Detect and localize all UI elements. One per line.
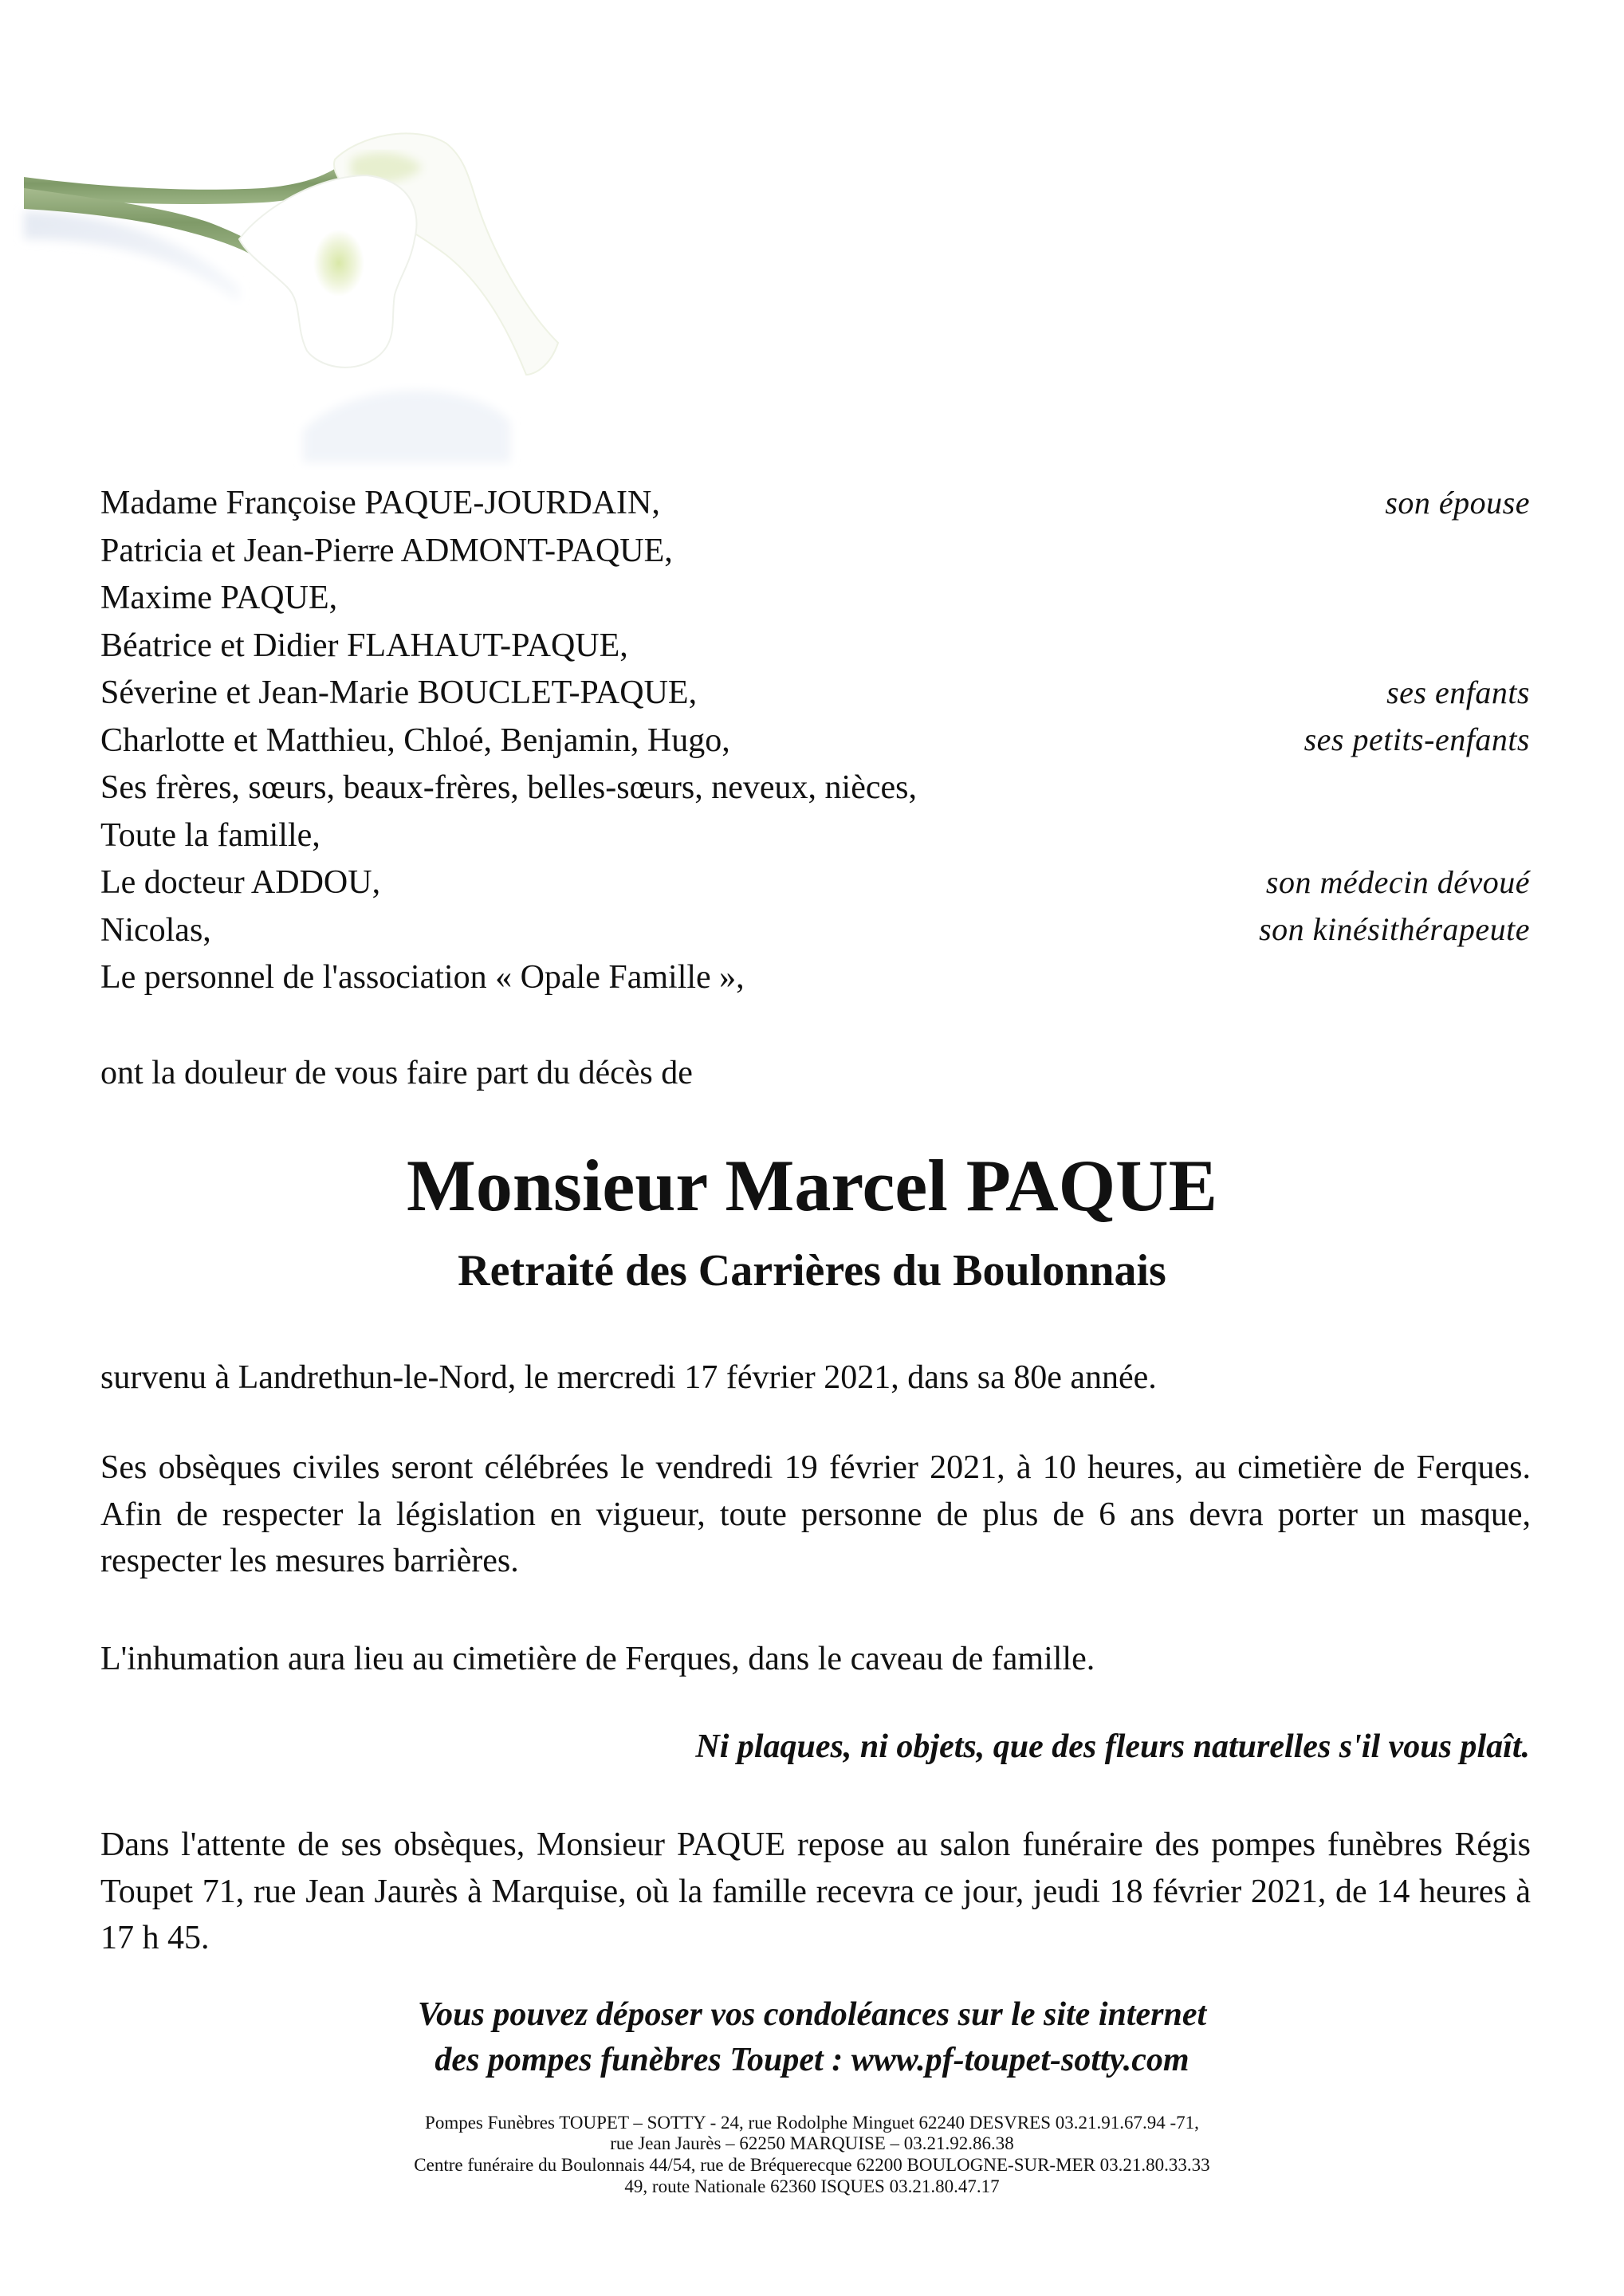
calla-lily-image: [0, 0, 718, 478]
family-entry: Charlotte et Matthieu, Chloé, Benjamin, Hugo,: [100, 722, 730, 759]
condolences-line: Vous pouvez déposer vos condoléances sur le site internet: [417, 1996, 1207, 2033]
family-entry: Maxime PAQUE,: [100, 580, 338, 616]
relation-spouse: son épouse: [1385, 485, 1530, 521]
footer-address: Centre funéraire du Boulonnais 44/54, rue de Bréquerecque 62200 BOULOGNE-SUR-MER 03.21.80.33.33: [414, 2155, 1210, 2175]
deceased-title: Retraité des Carrières du Boulonnais: [458, 1246, 1166, 1295]
announcement-intro: ont la douleur de vous faire part du décès de: [100, 1055, 693, 1091]
relation-grandchildren: ses petits-enfants: [1304, 721, 1530, 757]
relation-physio: son kinésithérapeute: [1259, 911, 1530, 947]
family-entry: Béatrice et Didier FLAHAUT-PAQUE,: [100, 627, 628, 664]
death-paragraph: survenu à Landrethun-le-Nord, le mercredi 17 février 2021, dans sa 80e année.: [100, 1359, 1157, 1396]
funeral-paragraph: Ses obsèques civiles seront célébrées le vendredi 19 février 2021, à 10 heures, au cimetière de Ferques. Afin de respecter la législation en vigueur, toute personne de plus de 6 ans devra porter un masque, respecter les mesures barrières.: [100, 1449, 1531, 1579]
family-entry: Toute la famille,: [100, 817, 320, 854]
flowers-notice: Ni plaques, ni objets, que des fleurs naturelles s'il vous plaît.: [695, 1728, 1530, 1765]
visitation-paragraph: Dans l'attente de ses obsèques, Monsieur PAQUE repose au salon funéraire des pompes funèbres Régis Toupet 71, rue Jean Jaurès à Marquise, où la famille recevra ce jour, jeudi 18 février 2021, de 14 heures à 17 h 45.: [100, 1826, 1531, 1956]
family-entry: Séverine et Jean-Marie BOUCLET-PAQUE,: [100, 674, 698, 711]
family-entry: Le docteur ADDOU,: [100, 864, 381, 901]
family-entry: Ses frères, sœurs, beaux-frères, belles-sœurs, neveux, nièces,: [100, 769, 917, 806]
family-entry: Nicolas,: [100, 912, 211, 949]
family-entry: Madame Françoise PAQUE-JOURDAIN,: [100, 485, 660, 521]
burial-paragraph: L'inhumation aura lieu au cimetière de Ferques, dans le caveau de famille.: [100, 1641, 1095, 1677]
relation-doctor: son médecin dévoué: [1265, 864, 1530, 900]
footer-address: Pompes Funèbres TOUPET – SOTTY - 24, rue Rodolphe Minguet 62240 DESVRES 03.21.91.67.94 -71,: [425, 2113, 1199, 2133]
footer-address: rue Jean Jaurès – 62250 MARQUISE – 03.21.92.86.38: [610, 2133, 1014, 2153]
footer-address: 49, route Nationale 62360 ISQUES 03.21.80.47.17: [624, 2176, 1000, 2196]
deceased-name: Monsieur Marcel PAQUE: [407, 1145, 1217, 1226]
family-entry: Patricia et Jean-Pierre ADMONT-PAQUE,: [100, 533, 673, 569]
condolences-website: des pompes funèbres Toupet : www.pf-toupet-sotty.com: [435, 2042, 1189, 2078]
family-entry: Le personnel de l'association « Opale Famille »,: [100, 959, 745, 996]
relation-children: ses enfants: [1386, 674, 1530, 710]
